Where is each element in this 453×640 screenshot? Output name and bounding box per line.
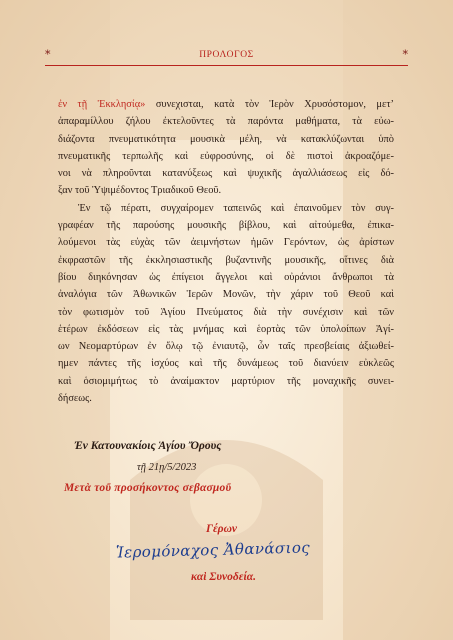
text-line: ἀναλόγια τῶν Ἀθωνικῶν Ἱερῶν Μονῶν, τὴν χάριν τοῦ Θεοῦ καὶ	[58, 289, 394, 301]
text-line: ἑτέρων ἐκδόσεων εἰς τὰς μνήμας καὶ ἑορτὰς τῶν ὑπολοίπων Ἁγί-	[58, 323, 394, 335]
closing-brotherhood: καὶ Συνοδεία.	[191, 571, 256, 583]
text-line: ἀπαραμίλλου ζήλου ἐκτελοῦντες τὰ παρόντα μαθήματα, τὰ εὐω-	[58, 116, 394, 128]
text-line: καὶ ὁσιομιμήτως τὸ ἀναίμακτον μαρτύριον τῆς μοναχικῆς συνει-	[58, 375, 394, 387]
header-rule	[45, 65, 408, 66]
text-line	[58, 96, 394, 113]
closing-date: τῇ 21ῃ/5/2023	[137, 462, 197, 473]
handwritten-signature: Ἱερομόναχος Ἀθανάσιος	[115, 538, 311, 562]
text-line: δήσεως.	[58, 393, 92, 405]
paragraph-1	[58, 96, 394, 200]
header-left-star: *	[45, 48, 51, 61]
text-line: πνευματικῆς τερπωλῆς καὶ εὐφροσύνης, οἱ δὲ πιστοὶ ἀκροαζόμε-	[58, 150, 394, 162]
line-text: συνεχισται, κατὰ τὸν Ἱερὸν Χρυσόστομον, μετ’	[145, 99, 394, 110]
closing-elder-title: Γέρων	[206, 523, 238, 535]
closing-regards: Μετὰ τοῦ προσήκοντος σεβασμοῦ	[64, 482, 232, 494]
text-line: νοι νὰ πληροῦνται κατανύξεως καὶ ψυχικῆς ἀγαλλιάσεως εἰς δό-	[58, 168, 394, 180]
page-header	[45, 48, 408, 66]
paragraph-2	[58, 200, 394, 408]
text-line: ων Νεομαρτύρων ἐν ὅλῳ τῷ ἐνιαυτῷ, ὧν ταῖς πρεσβείαις ἀξιωθεί-	[58, 341, 394, 353]
body-text	[58, 96, 394, 407]
text-line: λούμενοι τὰς εὐχὰς τῶν ἀειμνήστων ἡμῶν Γερόντων, ὡς ἀρίστων	[58, 237, 394, 249]
closing-place: Ἐν Κατουνακίοις Ἁγίου Ὄρους	[74, 440, 222, 452]
text-line: ημεν πάντες τῆς ἰσχύος καὶ τῆς δυνάμεως τοῦ διανύειν εὐκλεῶς	[58, 358, 394, 370]
text-line: γραφέαν τῆς παρούσης μουσικῆς βίβλου, καὶ αἰτούμεθα, ἐπικα-	[58, 220, 394, 232]
text-line: διάζοντα πνευματικότητα μουσικὰ μέλη, νὰ κατακλύζωνται ὑπὸ	[58, 133, 394, 145]
text-line: βίου διηκόνησαν ὡς ἐπίγειοι ἄγγελοι καὶ οὐράνιοι ἄνθρωποι τὰ	[58, 271, 394, 283]
text-line: τὸν φωτισμὸν τοῦ Ἁγίου Πνεύματος διὰ τὴν συνέχισιν καὶ τῶν	[58, 306, 394, 318]
text-line: ἐκφραστῶν τῆς ἐκκλησιαστικῆς βυζαντινῆς μουσικῆς, οἵτινες διὰ	[58, 254, 394, 266]
highlighted-quote: ἐν τῇ Ἐκκλησίᾳ»	[58, 99, 146, 110]
text-line: ξαν τοῦ Ὑψιμέδοντος Τριαδικοῦ Θεοῦ.	[58, 185, 222, 197]
text-line: Ἐν τῷ πέρατι, συγχαίρομεν ταπεινῶς καὶ ἐπαινοῦμεν τὸν συγ-	[78, 202, 394, 214]
header-right-star: *	[402, 48, 408, 61]
header-title: ΠΡΟΛΟΓΟΣ	[199, 50, 254, 60]
